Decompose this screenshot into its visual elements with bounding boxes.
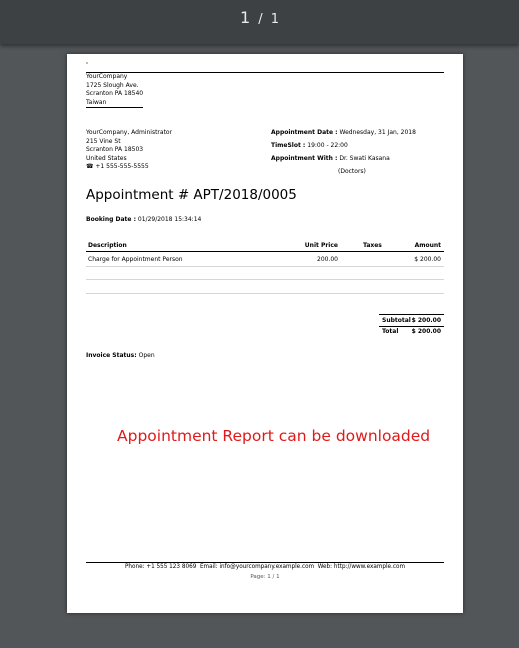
company-city: Scranton PA 18540 [86,90,144,97]
appointment-with-row [271,155,390,162]
footer-rule [86,562,444,563]
footer-page-total: 1 [276,574,280,580]
page-separator: / [258,12,263,27]
company-address [86,73,143,107]
current-page-number[interactable]: 1 [239,8,251,27]
col-header-description: Description [88,242,127,249]
total-value: $ 200.00 [411,328,441,335]
company-address-rule [86,107,143,108]
col-header-amount: Amount [414,242,441,249]
booking-date-row [86,216,201,223]
footer-email-label: Email: [199,564,218,570]
subtotal-label: Subtotal [382,317,411,324]
appointment-with-group: (Doctors) [338,168,366,175]
footer-web-label: Web: [317,564,333,570]
row-unit-price: 200.00 [317,256,338,263]
table-bottom-rule [86,293,444,294]
appointment-with-label: Appointment With : [271,155,338,162]
customer-phone: +1 555-555-5555 [95,163,149,170]
logo-placeholder [86,62,88,64]
col-header-unit-price: Unit Price [304,242,338,249]
subtotal-bottom-rule [379,326,444,327]
total-page-count: 1 [270,12,280,27]
invoice-status-value: Open [138,352,155,359]
customer-address [86,129,172,172]
footer-page-label: Page: [250,574,266,580]
appointment-date-value: Wednesday, 31 Jan, 2018 [339,129,416,136]
total-label: Total [382,328,399,335]
phone-icon: ☎ [86,163,94,170]
customer-street: 215 Vine St [86,137,121,145]
customer-phone-row [86,163,172,172]
appointment-with-value: Dr. Swati Kasana [339,155,390,162]
table-empty-row-rule [86,279,444,280]
download-note: Appointment Report can be downloaded [117,427,431,445]
row-description: Charge for Appointment Person [88,256,183,263]
timeslot-row [271,142,348,149]
timeslot-value: 19:00 - 22:00 [307,142,348,149]
footer-page-number [67,574,463,580]
customer-country: United States [86,154,127,162]
footer-phone-label: Phone: [124,564,145,570]
pdf-viewer-toolbar [0,0,519,44]
customer-city: Scranton PA 18503 [86,146,144,153]
document-page [67,54,463,613]
appointment-date-label: Appointment Date : [271,129,338,136]
timeslot-label: TimeSlot : [271,142,306,149]
company-name: YourCompany [86,73,128,80]
subtotal-top-rule [379,314,444,315]
table-header-rule [86,251,444,252]
company-country: Taiwan [86,98,107,106]
footer-phone: +1 555 123 8069 [146,564,197,570]
footer-page-sep: / [272,574,275,580]
footer-web[interactable]: http://www.example.com [333,564,406,570]
invoice-status-label: Invoice Status: [86,352,137,359]
footer-email[interactable]: info@yourcompany.example.com [219,564,315,570]
col-header-taxes: Taxes [363,242,382,249]
subtotal-value: $ 200.00 [411,317,441,324]
footer-page-current: 1 [267,574,271,580]
booking-date-value: 01/29/2018 15:34:14 [137,216,202,223]
page-title: Appointment # APT/2018/0005 [86,187,297,203]
table-row-rule [86,266,444,267]
invoice-status-row [86,352,155,359]
company-street: 1725 Slough Ave. [86,81,139,89]
page-indicator [0,8,519,30]
appointment-date-row [271,129,416,136]
footer-contact [67,564,463,570]
booking-date-label: Booking Date : [86,216,136,223]
customer-name: YourCompany, Administrator [86,129,173,136]
row-amount: $ 200.00 [414,256,441,263]
